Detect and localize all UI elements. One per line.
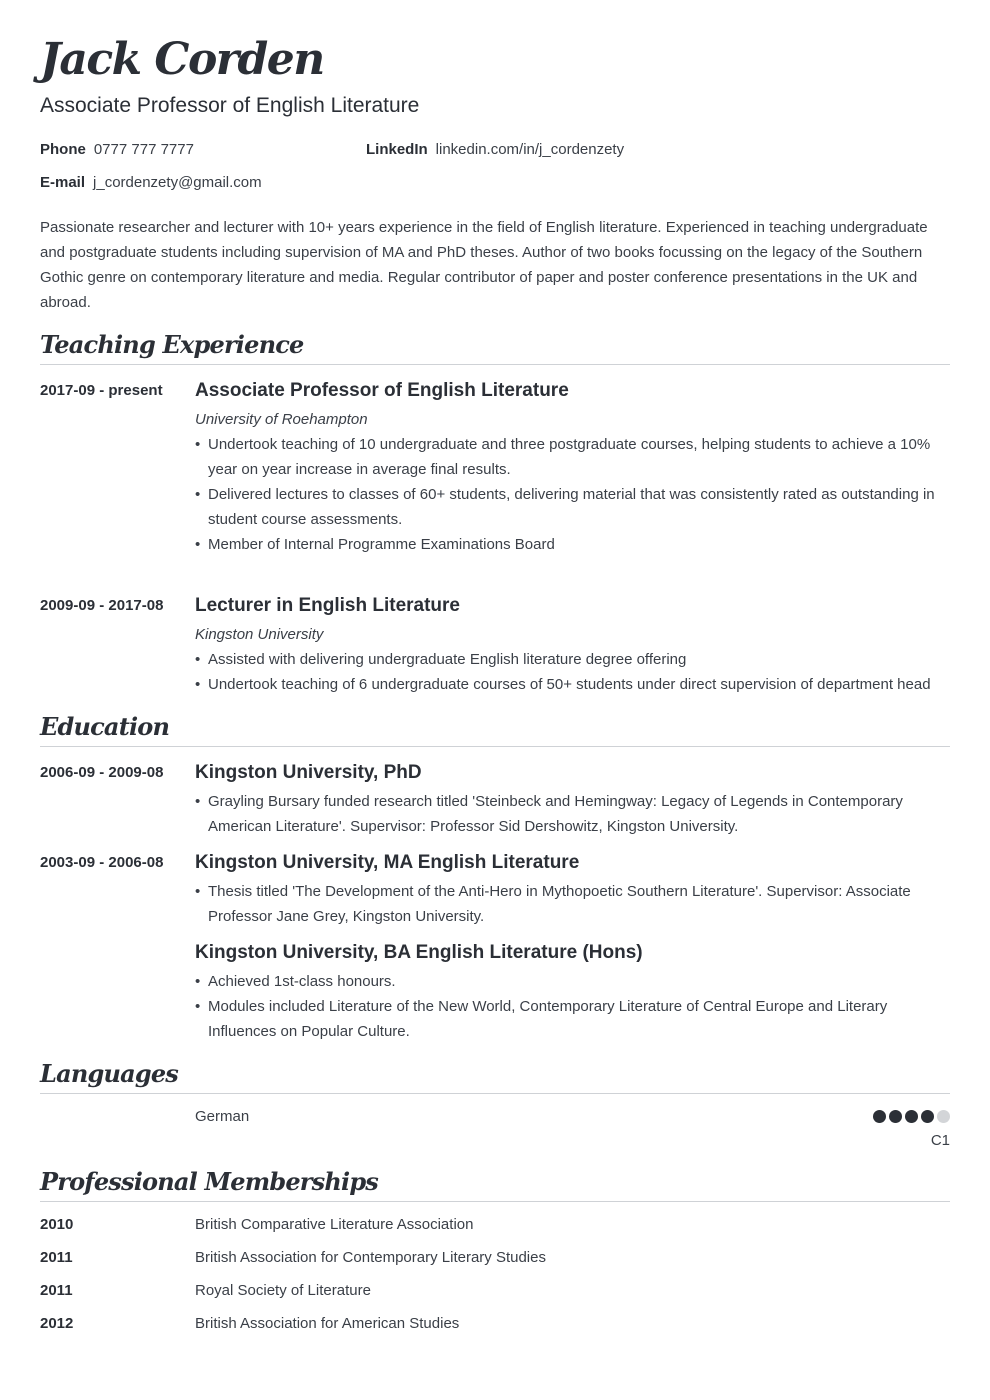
membership-year: 2011 bbox=[40, 1249, 73, 1266]
section-divider bbox=[40, 1093, 950, 1094]
bullet-item: • Delivered lectures to classes of 60+ students, delivering material that was consistently rated as outstanding in student course assessments. bbox=[195, 482, 940, 532]
membership-name: British Association for American Studies bbox=[195, 1315, 460, 1332]
entry-institution: Kingston University bbox=[195, 626, 324, 643]
entry-bullets bbox=[195, 647, 940, 697]
entry-title: Lecturer in English Literature bbox=[195, 595, 460, 616]
membership-name: British Association for Contemporary Literary Studies bbox=[195, 1249, 546, 1266]
candidate-title: Associate Professor of English Literature bbox=[40, 94, 420, 117]
entry-title: Associate Professor of English Literature bbox=[195, 380, 569, 401]
section-title-memberships: Professional Memberships bbox=[40, 1167, 379, 1196]
entry-bullets bbox=[195, 969, 940, 1044]
rating-dot-filled bbox=[921, 1110, 934, 1123]
membership-name: British Comparative Literature Association bbox=[195, 1216, 474, 1233]
bullet-item: • Modules included Literature of the New World, Contemporary Literature of Central Europe and Literary Influences on Popular Culture. bbox=[195, 994, 940, 1044]
section-divider bbox=[40, 1201, 950, 1202]
section-divider bbox=[40, 364, 950, 365]
membership-name: Royal Society of Literature bbox=[195, 1282, 371, 1299]
bullet-item: • Thesis titled 'The Development of the Anti-Hero in Mythopoetic Southern Literature'. Supervisor: Associate Professor Jane Grey, Kingston University. bbox=[195, 879, 940, 929]
rating-dot-filled bbox=[873, 1110, 886, 1123]
membership-year: 2011 bbox=[40, 1282, 73, 1299]
linkedin-label: LinkedIn bbox=[366, 141, 428, 158]
rating-dot-filled bbox=[905, 1110, 918, 1123]
entry-bullets bbox=[195, 432, 940, 557]
linkedin-link[interactable]: linkedin.com/in/j_cordenzety bbox=[435, 141, 625, 158]
bullet-item: • Grayling Bursary funded research titled 'Steinbeck and Hemingway: Legacy of Legends in Contemporary American Literature'. Supervisor: Professor Sid Dershowitz, Kingston University. bbox=[195, 789, 940, 839]
email-link[interactable]: j_cordenzety@gmail.com bbox=[93, 174, 262, 191]
entry-institution: University of Roehampton bbox=[195, 411, 368, 428]
membership-year: 2012 bbox=[40, 1315, 74, 1332]
profile-summary: Passionate researcher and lecturer with 10+ years experience in the field of English literature. Experienced in teaching undergraduate and postgraduate students including supervision of MA and PhD theses. Author of two books focussing on the legacy of the Southern Gothic genre on contemporary literature and media. Regular contributor of paper and poster conference presentations in the UK and abroad. bbox=[40, 219, 928, 311]
contact-phone bbox=[40, 141, 194, 158]
section-divider bbox=[40, 746, 950, 747]
language-level: C1 bbox=[930, 1132, 950, 1149]
bullet-item: • Achieved 1st-class honours. bbox=[195, 969, 940, 994]
contact-linkedin bbox=[366, 141, 624, 158]
membership-year: 2010 bbox=[40, 1216, 74, 1233]
email-label: E-mail bbox=[40, 174, 86, 191]
language-name: German bbox=[195, 1108, 250, 1125]
section-title-languages: Languages bbox=[40, 1059, 179, 1088]
entry-bullets bbox=[195, 879, 940, 929]
entry-title: Kingston University, PhD bbox=[195, 762, 422, 783]
candidate-name: Jack Corden bbox=[40, 34, 324, 85]
contact-email bbox=[40, 174, 262, 191]
phone-value: 0777 777 7777 bbox=[93, 141, 194, 158]
bullet-item: • Member of Internal Programme Examinations Board bbox=[195, 532, 940, 557]
entry-title: Kingston University, BA English Literature (Hons) bbox=[195, 942, 643, 963]
section-title-education: Education bbox=[40, 712, 170, 741]
rating-dot-filled bbox=[889, 1110, 902, 1123]
bullet-item: • Assisted with delivering undergraduate English literature degree offering bbox=[195, 647, 940, 672]
entry-dates: 2006-09 - 2009-08 bbox=[40, 764, 164, 781]
section-title-teaching: Teaching Experience bbox=[40, 330, 304, 359]
entry-dates: 2003-09 - 2006-08 bbox=[40, 854, 164, 871]
rating-dot-empty bbox=[937, 1110, 950, 1123]
entry-title: Kingston University, MA English Literature bbox=[195, 852, 580, 873]
entry-bullets bbox=[195, 789, 940, 839]
phone-label: Phone bbox=[40, 141, 86, 158]
language-rating bbox=[873, 1110, 950, 1123]
entry-dates: 2009-09 - 2017-08 bbox=[40, 597, 164, 614]
bullet-item: • Undertook teaching of 10 undergraduate and three postgraduate courses, helping students to achieve a 10% year on year increase in average final results. bbox=[195, 432, 940, 482]
bullet-item: • Undertook teaching of 6 undergraduate courses of 50+ students under direct supervision of department head bbox=[195, 672, 940, 697]
entry-dates: 2017-09 - present bbox=[40, 382, 163, 399]
